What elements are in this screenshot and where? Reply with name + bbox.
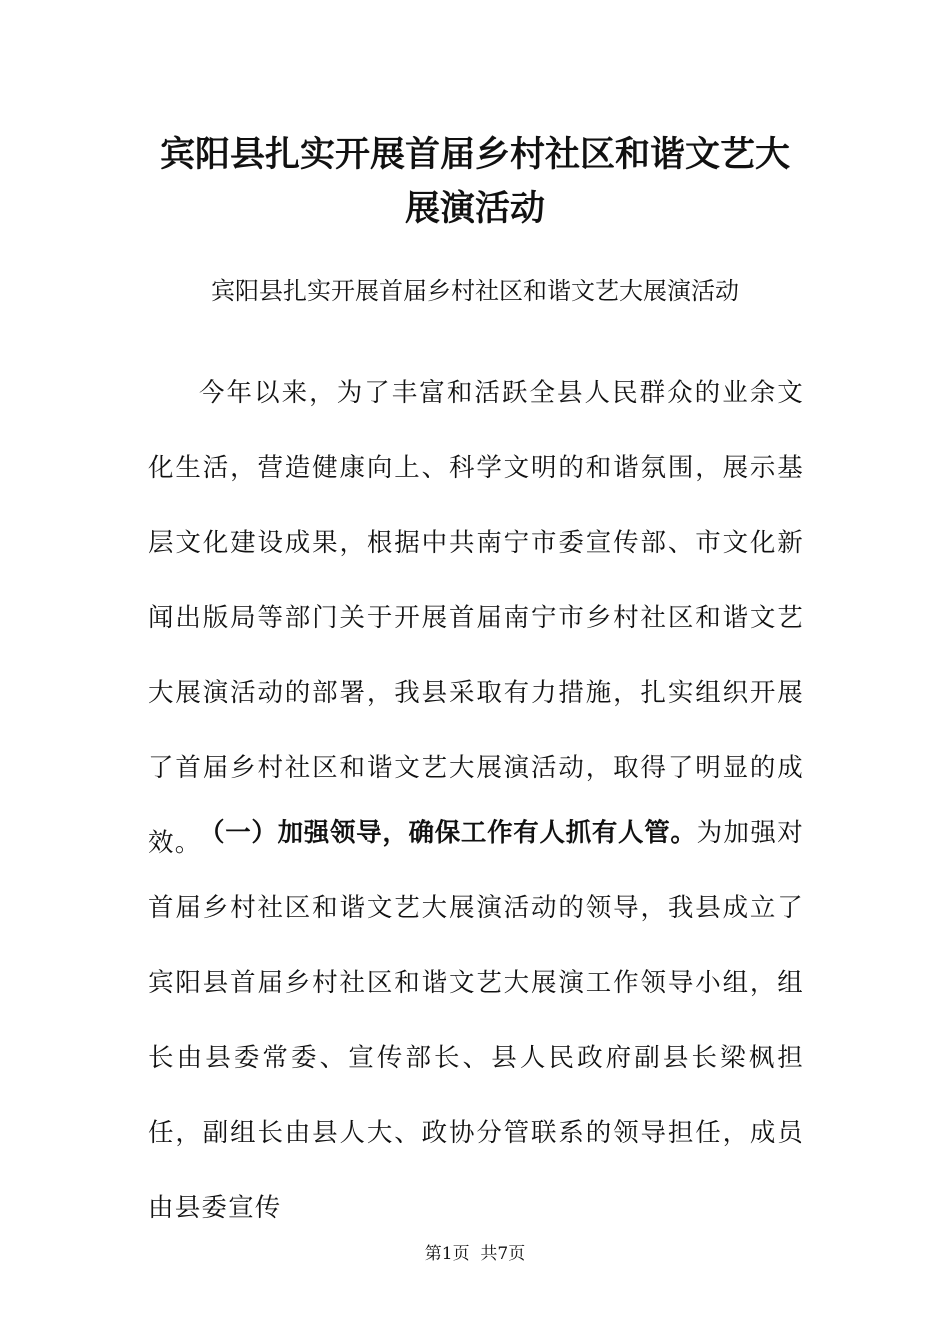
paragraph-text: 为加强对首届乡村社区和谐文艺大展演活动的领导，我县成立了宾阳县首届乡村社区和谐文艺大展演工作领导小组，组长由县委常委、宣传部长、县人民政府副县长梁枫担任，副组长由县人大、政协分管联系的领导担任，成员由县委宣传 [148, 818, 804, 1223]
body-paragraph [148, 796, 804, 1246]
document-title: 宾阳县扎实开展首届乡村社区和谐文艺大展演活动 [159, 134, 790, 229]
page-footer [0, 1242, 950, 1266]
document-subtitle: 宾阳县扎实开展首届乡村社区和谐文艺大展演活动 [211, 277, 739, 305]
page-total: 共7页 [480, 1244, 526, 1264]
page-number: 第1页 [424, 1244, 470, 1264]
paragraph-heading: （一）加强领导，确保工作有人抓有人管。 [199, 818, 697, 848]
paragraph-text: 今年以来，为了丰富和活跃全县人民群众的业余文化生活，营造健康向上、科学文明的和谐氛围，展示基层文化建设成果，根据中共南宁市委宣传部、市文化新闻出版局等部门关于开展首届南宁市乡村社区和谐文艺大展演活动的部署，我县采取有力措施，扎实组织开展了首届乡村社区和谐文艺大展演活动，取得了明显的成效。 [148, 378, 804, 858]
